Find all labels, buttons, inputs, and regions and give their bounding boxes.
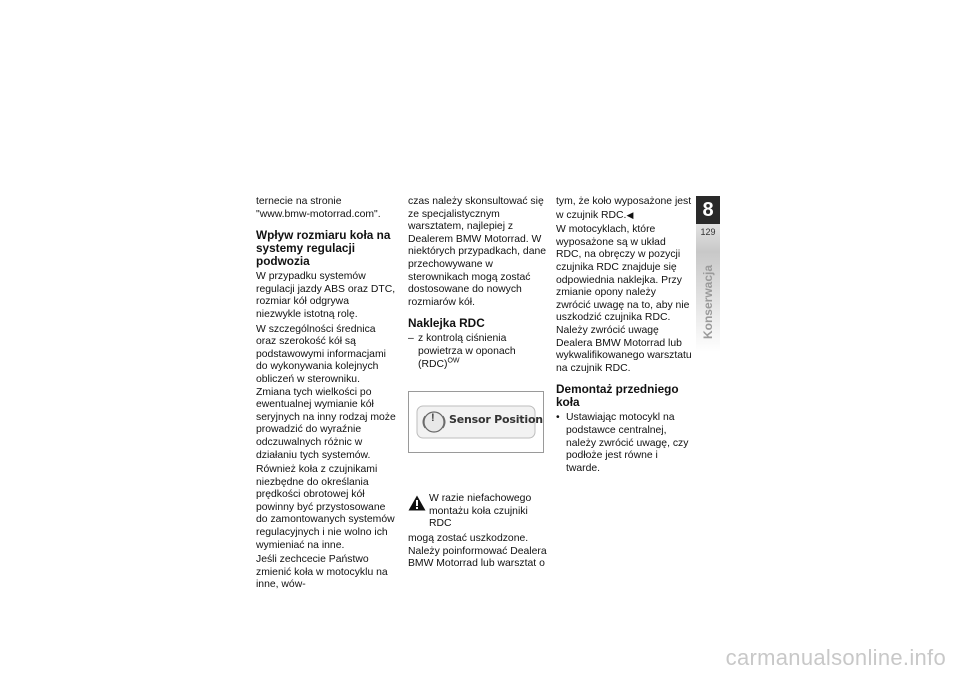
watermark: carmanualsonline.info [725,645,946,670]
column-middle [408,196,548,573]
warning-triangle-icon [408,495,426,511]
bullet-list-item [556,412,692,475]
paragraph-2: W szczególności średnica oraz szerokość kół są podstawowymi informacjami do wykonywania kolejnych obliczeń w sterowniku. Zmiana tych wielkości po ewentualnej wymianie kół seryjnych na inny rodzaj może prowadzić do wyraźnie odczuwalnych różnic w działaniu tych systemów. [256,323,396,461]
paragraph-1: W przypadku systemów regulacji jazdy ABS oraz DTC, rozmiar kół odgrywa niezwykle istotną rolę. [256,271,396,320]
end-of-section-icon: ◀ [626,209,634,220]
option-superscript: OW [447,357,460,365]
paragraph-text: tym, że koło wyposażone jest w czujnik RDC. [556,196,692,221]
paragraph-4: Jeśli zechcecie Państwo zmienić koła w motocyklu na inne, wów- [256,554,388,591]
sticker-label: Sensor Position [449,413,543,427]
paragraph-continued: czas należy skonsultować się ze specjalistycznym warsztatem, najlepiej z Dealerem BMW Motorrad. W niektórych przypadkach, dane przechowywane w sterownikach mogą zostać dostosowane do nowych rozmiarów kół. [408,196,547,308]
column-right [556,196,692,475]
chapter-title: Konserwacja [701,264,715,340]
dash-list-item [408,333,548,371]
heading-rdc-sticker: Naklejka RDC [408,316,485,331]
paragraph-continued-right [556,196,692,222]
heading-front-wheel-removal: Demontaż przedniego koła [556,382,679,410]
paragraph-intro: ternecie na stronie "www.bmw-motorrad.com". [256,196,381,220]
sticker-badge-mark: ! [431,412,435,425]
dash-text: z kontrolą ciśnienia powietrza w oponach (RDC) [418,333,516,370]
column-left [256,196,396,594]
heading-wheel-size: Wpływ rozmiaru koła na systemy regulacji podwozia [256,228,391,269]
warning-lead: W razie niefachowego montażu koła czujniki RDC [429,493,532,530]
dash-mark: – [408,333,414,345]
sensor-position-figure [408,391,544,453]
bullet-mark: • [556,412,560,424]
page-number: 129 [696,224,720,252]
bullet-text: Ustawiając motocykl na podstawce centralnej, należy zwrócić uwagę, czy podłoże jest równe i twarde. [566,412,689,474]
warning-note [408,493,548,571]
paragraph-3: Również koła z czujnikami niezbędne do określania prędkości obrotowej kół powinny być przystosowane do zamontowanych systemów regulacyjnych i nie wolno ich wymieniać na inne. [256,464,395,551]
paragraph-rdc-sticker: W motocyklach, które wyposażone są w układ RDC, na obręczy w pozycji czujnika RDC znajduje się odpowiednia naklejka. Przy zmianie opony należy zwrócić uwagę na to, aby nie uszkodzić czujnika RDC. Należy zwrócić uwagę Dealera BMW Motorrad lub wykwalifikowanego warsztatu na czujnik RDC. [556,224,692,374]
warning-text: mogą zostać uszkodzone. Należy poinformować Dealera BMW Motorrad lub warsztat o [408,532,547,570]
chapter-number: 8 [696,196,720,224]
